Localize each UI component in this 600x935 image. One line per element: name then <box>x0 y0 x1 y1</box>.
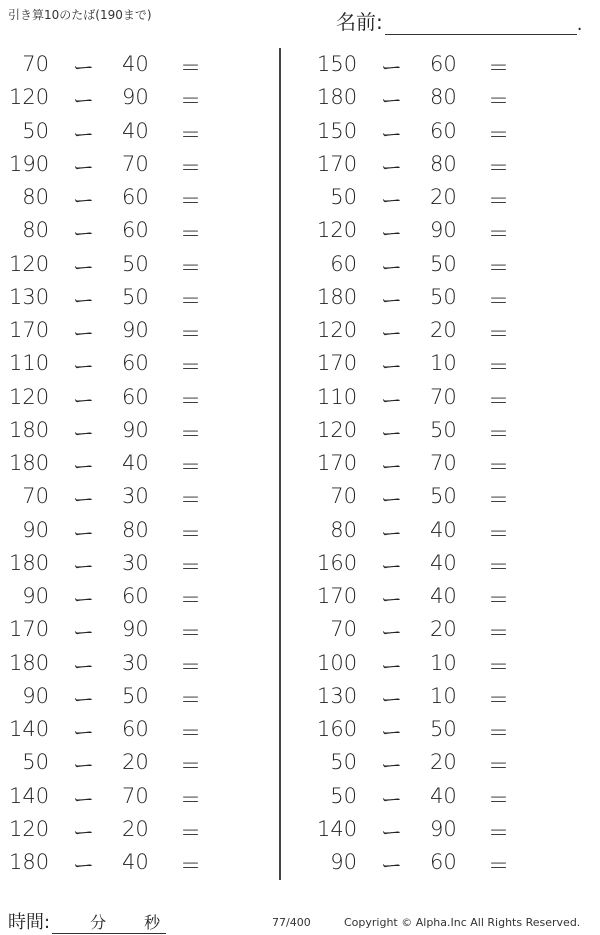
subtrahend: 20 <box>122 816 149 841</box>
problem-row <box>0 382 280 415</box>
minus-sign: ー <box>73 222 94 247</box>
minuend: 60 <box>330 251 357 276</box>
minus-sign: ー <box>381 355 402 380</box>
equals-sign: ＝ <box>180 820 201 845</box>
minuend: 190 <box>9 151 50 176</box>
subtrahend: 80 <box>430 151 457 176</box>
subtrahend: 60 <box>122 185 149 209</box>
minus-sign: ー <box>73 122 94 147</box>
minus-sign: ー <box>381 189 402 213</box>
subtrahend: 80 <box>122 517 149 542</box>
equals-sign: ＝ <box>488 787 509 812</box>
equals-sign: ＝ <box>180 56 201 80</box>
equals-sign: ＝ <box>180 355 201 380</box>
subtrahend: 60 <box>430 52 457 76</box>
subtrahend: 90 <box>122 318 149 342</box>
time-blank-line <box>52 913 166 934</box>
subtrahend: 60 <box>430 850 457 874</box>
equals-sign: ＝ <box>180 687 201 712</box>
equals-sign: ＝ <box>488 155 509 180</box>
problem-row <box>308 515 588 548</box>
subtrahend: 20 <box>430 617 457 642</box>
problem-row <box>0 116 280 149</box>
minus-sign: ー <box>381 322 402 346</box>
minuend: 120 <box>9 251 50 276</box>
minus-sign: ー <box>381 288 402 313</box>
minuend: 70 <box>22 484 49 509</box>
equals-sign: ＝ <box>488 521 509 546</box>
subtrahend: 70 <box>122 783 149 808</box>
minus-sign: ー <box>73 322 94 346</box>
minuend: 120 <box>317 318 358 342</box>
problem-row <box>308 315 588 348</box>
equals-sign: ＝ <box>488 754 509 779</box>
minuend: 50 <box>330 750 357 775</box>
minus-sign: ー <box>381 588 402 612</box>
name-label: 名前: <box>336 10 383 34</box>
minus-sign: ー <box>381 255 402 280</box>
minus-sign: ー <box>73 554 94 579</box>
minus-sign: ー <box>381 56 402 80</box>
problem-row <box>0 581 280 614</box>
problem-row <box>0 49 280 82</box>
minuend: 110 <box>9 351 50 376</box>
minuend: 90 <box>22 517 49 542</box>
equals-sign: ＝ <box>180 621 201 646</box>
problem-row <box>308 415 588 448</box>
problem-row <box>308 382 588 415</box>
problem-row <box>0 714 280 747</box>
left-problem-column <box>0 49 280 880</box>
equals-sign: ＝ <box>488 122 509 147</box>
minuend: 50 <box>22 750 49 775</box>
equals-sign: ＝ <box>180 189 201 213</box>
problem-row <box>308 847 588 880</box>
subtrahend: 60 <box>122 351 149 376</box>
subtrahend: 30 <box>122 484 149 509</box>
minus-sign: ー <box>73 787 94 812</box>
equals-sign: ＝ <box>180 654 201 679</box>
minuend: 70 <box>330 484 357 509</box>
equals-sign: ＝ <box>180 854 201 878</box>
problem-row <box>308 614 588 647</box>
minus-sign: ー <box>73 654 94 679</box>
subtrahend: 40 <box>122 451 149 475</box>
minus-sign: ー <box>73 488 94 513</box>
subtrahend: 20 <box>430 318 457 342</box>
equals-sign: ＝ <box>180 388 201 413</box>
equals-sign: ＝ <box>180 89 201 114</box>
problem-row <box>0 747 280 780</box>
problem-row <box>308 149 588 182</box>
minuend: 90 <box>22 584 49 608</box>
equals-sign: ＝ <box>488 687 509 712</box>
subtrahend: 60 <box>430 118 457 143</box>
subtrahend: 50 <box>122 284 149 309</box>
subtrahend: 60 <box>122 218 149 243</box>
problem-row <box>0 847 280 880</box>
minus-sign: ー <box>73 455 94 479</box>
minuend: 170 <box>317 351 358 376</box>
minus-sign: ー <box>381 621 402 646</box>
equals-sign: ＝ <box>488 222 509 247</box>
minuend: 180 <box>9 850 50 874</box>
subtrahend: 40 <box>430 550 457 575</box>
problem-row <box>0 515 280 548</box>
minus-sign: ー <box>381 388 402 413</box>
equals-sign: ＝ <box>488 56 509 80</box>
problem-row <box>0 448 280 481</box>
problem-row <box>0 415 280 448</box>
problem-row <box>0 182 280 215</box>
equals-sign: ＝ <box>488 588 509 612</box>
minuend: 170 <box>317 451 358 475</box>
problem-row <box>308 82 588 115</box>
equals-sign: ＝ <box>180 421 201 446</box>
problem-row <box>308 448 588 481</box>
problem-row <box>308 182 588 215</box>
name-blank-line <box>385 14 577 35</box>
minutes-label: 分 <box>90 913 107 932</box>
problem-row <box>0 315 280 348</box>
problem-row <box>308 747 588 780</box>
page-number: 77/400 <box>272 916 311 929</box>
minuend: 160 <box>317 717 358 741</box>
minus-sign: ー <box>381 488 402 513</box>
problem-row <box>308 548 588 581</box>
time-label: 時間: <box>8 912 51 933</box>
subtrahend: 90 <box>122 417 149 442</box>
subtrahend: 90 <box>122 85 149 110</box>
subtrahend: 60 <box>122 584 149 608</box>
subtrahend: 40 <box>122 850 149 874</box>
subtrahend: 40 <box>430 517 457 542</box>
equals-sign: ＝ <box>180 588 201 612</box>
worksheet-title: 引き算10のたば(190まで) <box>8 8 152 22</box>
minuend: 150 <box>317 118 358 143</box>
subtrahend: 40 <box>430 783 457 808</box>
problem-row <box>0 282 280 315</box>
equals-sign: ＝ <box>180 322 201 346</box>
problem-row <box>308 714 588 747</box>
problem-row <box>0 548 280 581</box>
subtrahend: 10 <box>430 683 457 708</box>
minuend: 170 <box>9 617 50 642</box>
minuend: 70 <box>22 52 49 76</box>
problem-row <box>0 781 280 814</box>
equals-sign: ＝ <box>488 288 509 313</box>
minus-sign: ー <box>381 222 402 247</box>
equals-sign: ＝ <box>488 455 509 479</box>
minuend: 120 <box>9 85 50 110</box>
equals-sign: ＝ <box>488 654 509 679</box>
minuend: 170 <box>317 151 358 176</box>
subtrahend: 30 <box>122 650 149 675</box>
minuend: 50 <box>22 118 49 143</box>
minus-sign: ー <box>73 854 94 878</box>
problem-row <box>0 82 280 115</box>
problem-row <box>0 648 280 681</box>
minuend: 140 <box>317 816 358 841</box>
problem-row <box>0 481 280 514</box>
equals-sign: ＝ <box>488 854 509 878</box>
problem-row <box>0 215 280 248</box>
name-end-dot: . <box>576 14 583 35</box>
minuend: 160 <box>317 550 358 575</box>
subtrahend: 30 <box>122 550 149 575</box>
problem-row <box>308 116 588 149</box>
equals-sign: ＝ <box>488 621 509 646</box>
equals-sign: ＝ <box>488 721 509 745</box>
minuend: 180 <box>9 550 50 575</box>
subtrahend: 10 <box>430 650 457 675</box>
equals-sign: ＝ <box>180 155 201 180</box>
minuend: 90 <box>330 850 357 874</box>
subtrahend: 50 <box>430 717 457 741</box>
problem-row <box>0 348 280 381</box>
problem-row <box>308 249 588 282</box>
problem-row <box>308 648 588 681</box>
problem-row <box>0 814 280 847</box>
subtrahend: 10 <box>430 351 457 376</box>
equals-sign: ＝ <box>180 288 201 313</box>
equals-sign: ＝ <box>488 255 509 280</box>
subtrahend: 40 <box>122 118 149 143</box>
problem-row <box>308 581 588 614</box>
minuend: 130 <box>317 683 358 708</box>
minuend: 120 <box>317 417 358 442</box>
minuend: 180 <box>9 417 50 442</box>
minuend: 170 <box>317 584 358 608</box>
minuend: 180 <box>317 85 358 110</box>
problem-row <box>0 681 280 714</box>
subtrahend: 90 <box>122 617 149 642</box>
equals-sign: ＝ <box>488 554 509 579</box>
subtrahend: 20 <box>122 750 149 775</box>
minus-sign: ー <box>381 687 402 712</box>
minus-sign: ー <box>73 56 94 80</box>
subtrahend: 90 <box>430 816 457 841</box>
subtrahend: 70 <box>430 451 457 475</box>
minuend: 180 <box>317 284 358 309</box>
minuend: 90 <box>22 683 49 708</box>
equals-sign: ＝ <box>180 754 201 779</box>
minuend: 120 <box>317 218 358 243</box>
equals-sign: ＝ <box>488 421 509 446</box>
subtrahend: 20 <box>430 750 457 775</box>
equals-sign: ＝ <box>180 787 201 812</box>
name-field <box>336 6 582 35</box>
minus-sign: ー <box>381 854 402 878</box>
minuend: 120 <box>9 816 50 841</box>
minus-sign: ー <box>381 122 402 147</box>
time-field <box>8 908 166 934</box>
seconds-label: 秒 <box>144 913 161 932</box>
problem-row <box>308 49 588 82</box>
minus-sign: ー <box>381 721 402 745</box>
minus-sign: ー <box>73 754 94 779</box>
subtrahend: 90 <box>430 218 457 243</box>
minuend: 130 <box>9 284 50 309</box>
minus-sign: ー <box>73 155 94 180</box>
minus-sign: ー <box>381 554 402 579</box>
problem-row <box>308 814 588 847</box>
minus-sign: ー <box>73 721 94 745</box>
right-problem-column <box>308 49 588 880</box>
minus-sign: ー <box>381 787 402 812</box>
minuend: 140 <box>9 783 50 808</box>
minus-sign: ー <box>73 687 94 712</box>
subtrahend: 40 <box>122 52 149 76</box>
problem-row <box>308 215 588 248</box>
minuend: 80 <box>330 517 357 542</box>
equals-sign: ＝ <box>180 255 201 280</box>
equals-sign: ＝ <box>180 122 201 147</box>
subtrahend: 50 <box>430 251 457 276</box>
subtrahend: 50 <box>430 484 457 509</box>
equals-sign: ＝ <box>488 189 509 213</box>
minuend: 50 <box>330 185 357 209</box>
subtrahend: 40 <box>430 584 457 608</box>
minus-sign: ー <box>73 255 94 280</box>
minuend: 70 <box>330 617 357 642</box>
minus-sign: ー <box>381 820 402 845</box>
equals-sign: ＝ <box>488 388 509 413</box>
problem-row <box>0 249 280 282</box>
minuend: 110 <box>317 384 358 409</box>
subtrahend: 70 <box>430 384 457 409</box>
problem-row <box>308 348 588 381</box>
minuend: 140 <box>9 717 50 741</box>
minus-sign: ー <box>381 521 402 546</box>
minus-sign: ー <box>73 288 94 313</box>
problem-row <box>308 282 588 315</box>
problem-row <box>0 149 280 182</box>
minus-sign: ー <box>381 155 402 180</box>
equals-sign: ＝ <box>180 721 201 745</box>
minus-sign: ー <box>381 455 402 479</box>
minuend: 80 <box>22 218 49 243</box>
minus-sign: ー <box>73 89 94 114</box>
minus-sign: ー <box>381 754 402 779</box>
minus-sign: ー <box>73 621 94 646</box>
minus-sign: ー <box>73 355 94 380</box>
minus-sign: ー <box>73 388 94 413</box>
equals-sign: ＝ <box>180 488 201 513</box>
equals-sign: ＝ <box>180 554 201 579</box>
problem-row <box>308 781 588 814</box>
problem-row <box>308 481 588 514</box>
subtrahend: 60 <box>122 717 149 741</box>
equals-sign: ＝ <box>488 488 509 513</box>
minuend: 100 <box>317 650 358 675</box>
equals-sign: ＝ <box>180 521 201 546</box>
equals-sign: ＝ <box>488 820 509 845</box>
minus-sign: ー <box>73 521 94 546</box>
minuend: 170 <box>9 318 50 342</box>
equals-sign: ＝ <box>180 455 201 479</box>
equals-sign: ＝ <box>488 322 509 346</box>
minus-sign: ー <box>381 654 402 679</box>
minuend: 180 <box>9 451 50 475</box>
minus-sign: ー <box>381 89 402 114</box>
subtrahend: 60 <box>122 384 149 409</box>
subtrahend: 80 <box>430 85 457 110</box>
subtrahend: 50 <box>122 683 149 708</box>
equals-sign: ＝ <box>180 222 201 247</box>
problem-row <box>308 681 588 714</box>
minus-sign: ー <box>73 421 94 446</box>
equals-sign: ＝ <box>488 355 509 380</box>
minuend: 150 <box>317 52 358 76</box>
minus-sign: ー <box>381 421 402 446</box>
minus-sign: ー <box>73 588 94 612</box>
subtrahend: 70 <box>122 151 149 176</box>
minuend: 120 <box>9 384 50 409</box>
problem-row <box>0 614 280 647</box>
minuend: 50 <box>330 783 357 808</box>
subtrahend: 50 <box>122 251 149 276</box>
subtrahend: 20 <box>430 185 457 209</box>
equals-sign: ＝ <box>488 89 509 114</box>
minus-sign: ー <box>73 820 94 845</box>
subtrahend: 50 <box>430 417 457 442</box>
copyright-notice: Copyright © Alpha.Inc All Rights Reserved. <box>344 916 581 929</box>
minuend: 80 <box>22 185 49 209</box>
minuend: 180 <box>9 650 50 675</box>
minus-sign: ー <box>73 189 94 213</box>
subtrahend: 50 <box>430 284 457 309</box>
